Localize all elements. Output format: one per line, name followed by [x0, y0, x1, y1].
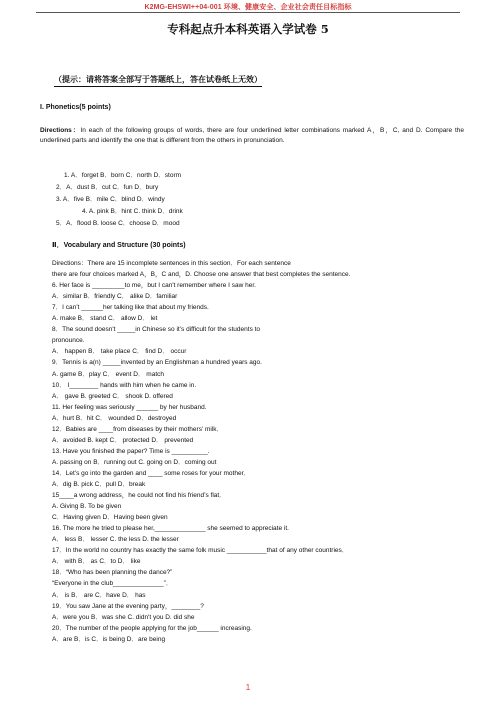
section2-heading: Ⅱ．Vocabulary and Structure (30 points) — [52, 242, 186, 249]
header-rule — [36, 12, 460, 13]
page-number: 1 — [245, 683, 251, 692]
section2-line: 10． I________ hands with him when he came in. — [52, 381, 197, 389]
directions-label: Directions： — [40, 127, 81, 134]
section2-line: A． less B． lesser C. the less D. the lesser — [52, 536, 179, 544]
section2-line: 8．The sound doesn't _____in Chinese so it’s difficult for the students to — [52, 326, 261, 334]
section2-line: A．similar B．friendly C． alike D．familiar — [52, 293, 178, 301]
section2-line: “Everyone in the club______________”． — [52, 580, 173, 588]
section2-line: Directions：There are 15 incomplete sentences in this section．For each sentence — [52, 260, 291, 267]
section2-line: A. Giving B. To be given — [52, 503, 122, 511]
section2-line: 12．Babies are ____from diseases by their mothers’ milk． — [52, 425, 223, 433]
section2-line: 16. The more he tried to please her,______________ she seemed to appreciate it. — [52, 525, 289, 533]
section2-line: A．avoided B. kept C． protected D． prevented — [52, 436, 194, 444]
section2-line: 19．You saw Jane at the evening party，________? — [52, 602, 204, 610]
section2-line: A． is B． are C．have D． has — [52, 591, 146, 599]
section2-line: A．hurt B．hit C． wounded D．destroyed — [52, 414, 177, 422]
section1-heading: I. Phonetics(5 points) — [40, 104, 111, 111]
section2-line: 11. Her feeling was seriously ______ by her husband. — [52, 403, 207, 411]
phonetic-item-5: 5．A．flood B. loose C．choose D．mood — [56, 220, 180, 227]
section2-line: 9．Tennis is a(n) _____invented by an Englishman a hundred years ago. — [52, 359, 262, 367]
page-title: 专科起点升本科英语入学试卷 5 — [167, 22, 329, 36]
section2-line: A. passing on B．running out C. going on D．coming out — [52, 458, 217, 466]
phonetic-item-1: 1. A．forget B．born C．north D．storm — [64, 172, 182, 179]
section2-line: 7．I can’t ______her talking like that about my friends. — [52, 304, 209, 312]
phonetic-item-3: 3. A．five B．mile C．blind D．windy — [56, 196, 165, 203]
section2-line: A. game B．play C． event D． match — [52, 370, 164, 378]
section2-line: 17．In the world no country has exactly the same folk music ___________that of any other countries． — [52, 547, 349, 555]
section2-line: A. make B． stand C． allow D． let — [52, 315, 158, 323]
section2-line: A．dig B. pick C．pull D．break — [52, 481, 146, 488]
section2-line: 18．“Who has been planning the dance?” — [52, 569, 173, 577]
section2-line: pronounce. — [52, 337, 85, 345]
section2-line: 13. Have you finished the paper? Time is __________. — [52, 447, 210, 455]
section2-line: A．were you B．was she C. didn't you D. did she — [52, 613, 195, 621]
running-header: K2MG-EHSWI++04-001 环境、健康安全、企业社会责任目标指标 — [144, 4, 352, 11]
section2-line: A．are B．is C．is being D．are being — [52, 635, 166, 643]
section2-line: 15____a wrong address，he could not find his friend’s flat． — [52, 492, 226, 500]
section2-line: 14．Let’s go into the garden and ____ some roses for your mother． — [52, 469, 251, 477]
section2-line: 6. Her face is _________to me，but I can't remember where I saw her. — [52, 282, 256, 290]
directions-text: In each of the following groups of words, there are four underlined letter combinations marked A，B，C, and D. Compare the underlined parts and identify the one that is different from the others in pronunciation. — [40, 127, 464, 144]
exam-notice: （提示：请将答案全部写于答题纸上，答在试卷纸上无效） — [54, 74, 262, 87]
section1-directions — [40, 126, 464, 146]
phonetic-item-2: 2．A．dust B．cut C．fun D．bury — [56, 184, 159, 191]
section2-line: C．Having given D．Having been given — [52, 514, 168, 522]
section2-line: A． happen B． take place C． find D． occur — [52, 348, 187, 356]
section2-line: A． with B． as C．to D． like — [52, 558, 141, 566]
phonetic-item-4: 4. A. pink B．hint C. think D．drink — [82, 208, 183, 215]
section2-line: 20．The number of the people applying for the job______ increasing. — [52, 624, 252, 632]
section2-line: A． gave B. greeted C． shook D. offered — [52, 392, 173, 400]
section2-line: there are four choices marked A，B，C and，D. Choose one answer that best completes the sentence. — [52, 271, 351, 279]
